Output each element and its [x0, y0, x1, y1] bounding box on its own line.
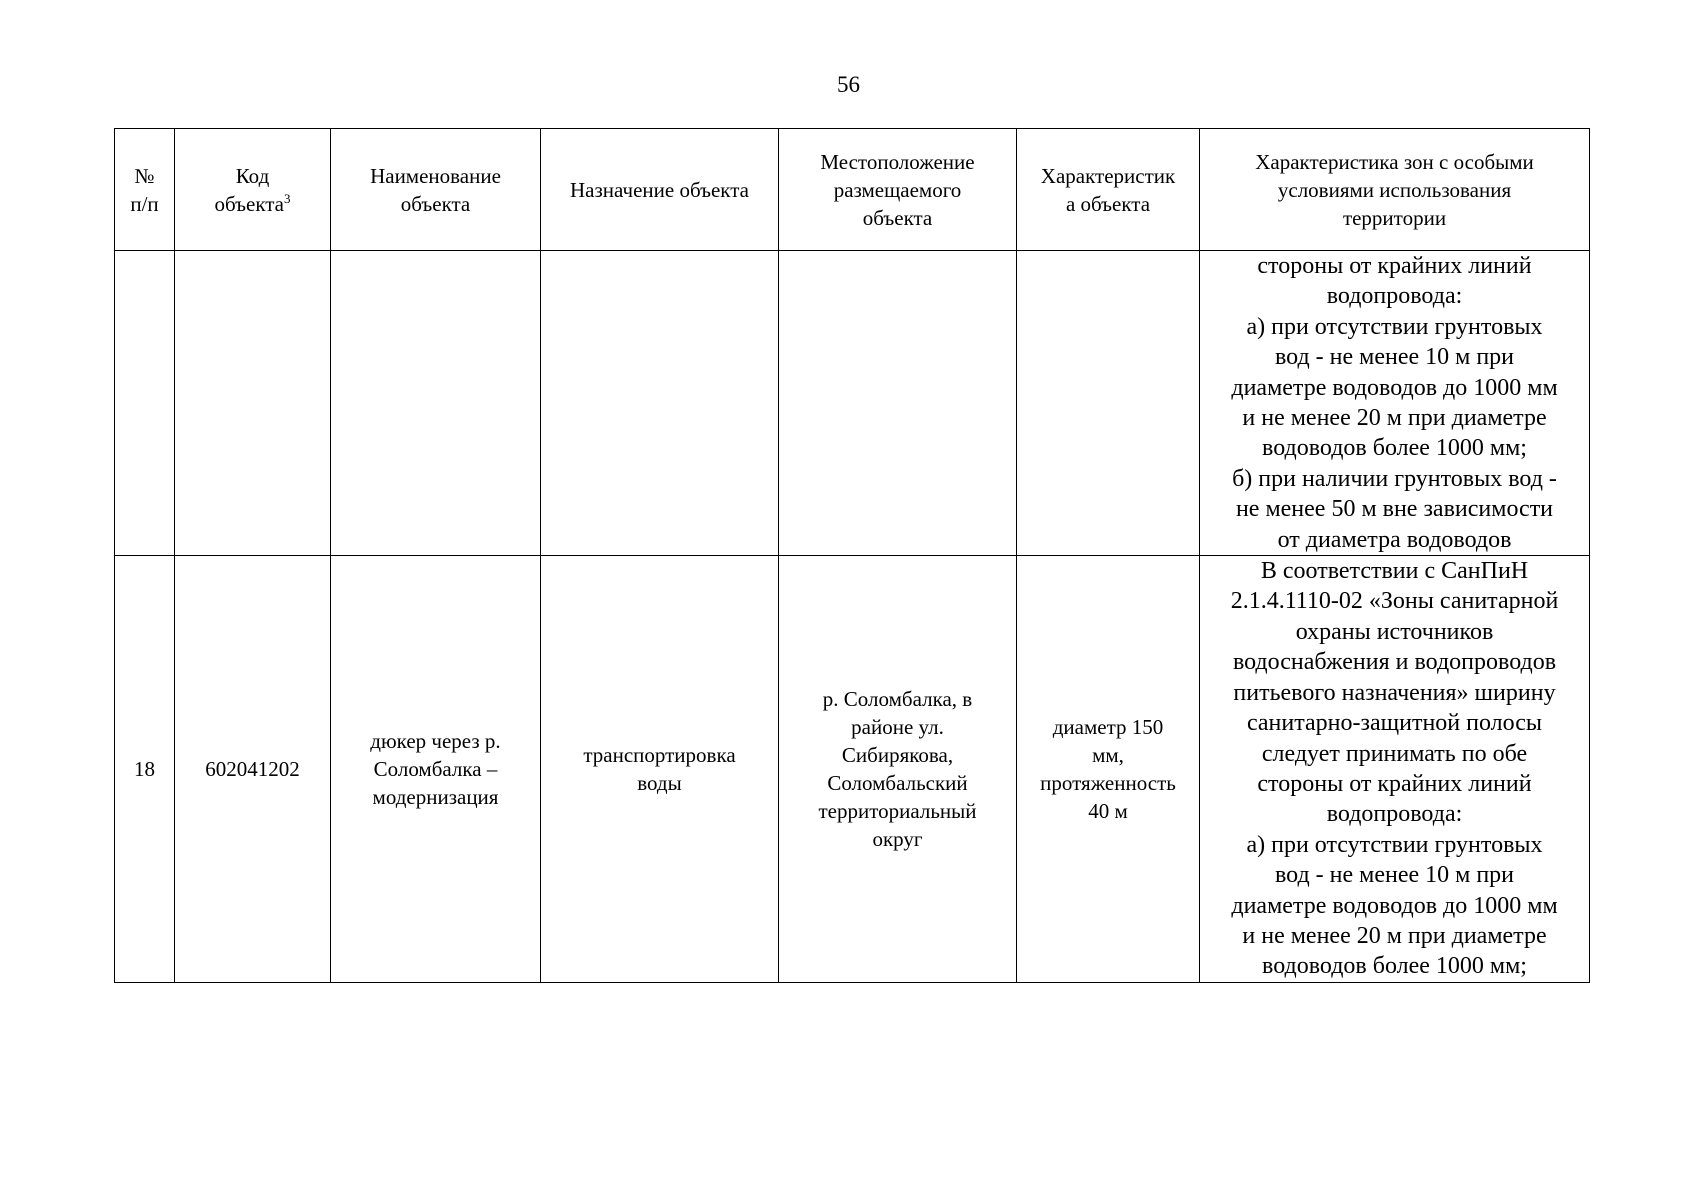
header-location: Местоположение размещаемого объекта — [779, 129, 1017, 251]
cell-num: 18 — [115, 556, 175, 983]
header-purpose: Назначение объекта — [541, 129, 779, 251]
table-row — [115, 251, 1590, 556]
cell-name — [331, 251, 541, 556]
header-name: Наименование объекта — [331, 129, 541, 251]
cell-zones: стороны от крайних линий водопровода: а) при отсутствии грунтовых вод - не менее 10 м при диаметре водоводов до 1000 мм и не менее 20 м при диаметре водоводов более 1000 мм; б) при наличии грунтовых вод - не менее 50 м вне зависимости от диаметра водоводов — [1200, 251, 1590, 556]
header-characteristics: Характеристик а объекта — [1017, 129, 1200, 251]
cell-location: р. Соломбалка, в районе ул. Сибирякова, Соломбальский территориальный округ — [779, 556, 1017, 983]
table-row — [115, 556, 1590, 983]
cell-location — [779, 251, 1017, 556]
header-code — [175, 129, 331, 251]
cell-name: дюкер через р. Соломбалка – модернизация — [331, 556, 541, 983]
header-zones: Характеристика зон с особыми условиями использования территории — [1200, 129, 1590, 251]
header-code-text: Код объекта — [214, 163, 285, 216]
objects-table — [114, 128, 1590, 983]
cell-characteristics: диаметр 150 мм, протяженность 40 м — [1017, 556, 1200, 983]
page-number: 56 — [837, 72, 860, 97]
cell-purpose: транспортировка воды — [541, 556, 779, 983]
cell-num — [115, 251, 175, 556]
header-num: № п/п — [115, 129, 175, 251]
cell-zones: В соответствии с СанПиН 2.1.4.1110-02 «Зоны санитарной охраны источников водоснабжения и водопроводов питьевого назначения» ширину санитарно-защитной полосы следует принимать по обе стороны от крайних линий водопровода: а) при отсутствии грунтовых вод - не менее 10 м при диаметре водоводов до 1000 мм и не менее 20 м при диаметре водоводов более 1000 мм; — [1200, 556, 1590, 983]
cell-code: 602041202 — [175, 556, 331, 983]
cell-code — [175, 251, 331, 556]
table-header-row — [115, 129, 1590, 251]
cell-characteristics — [1017, 251, 1200, 556]
header-code-footnote: 3 — [284, 190, 291, 206]
cell-purpose — [541, 251, 779, 556]
